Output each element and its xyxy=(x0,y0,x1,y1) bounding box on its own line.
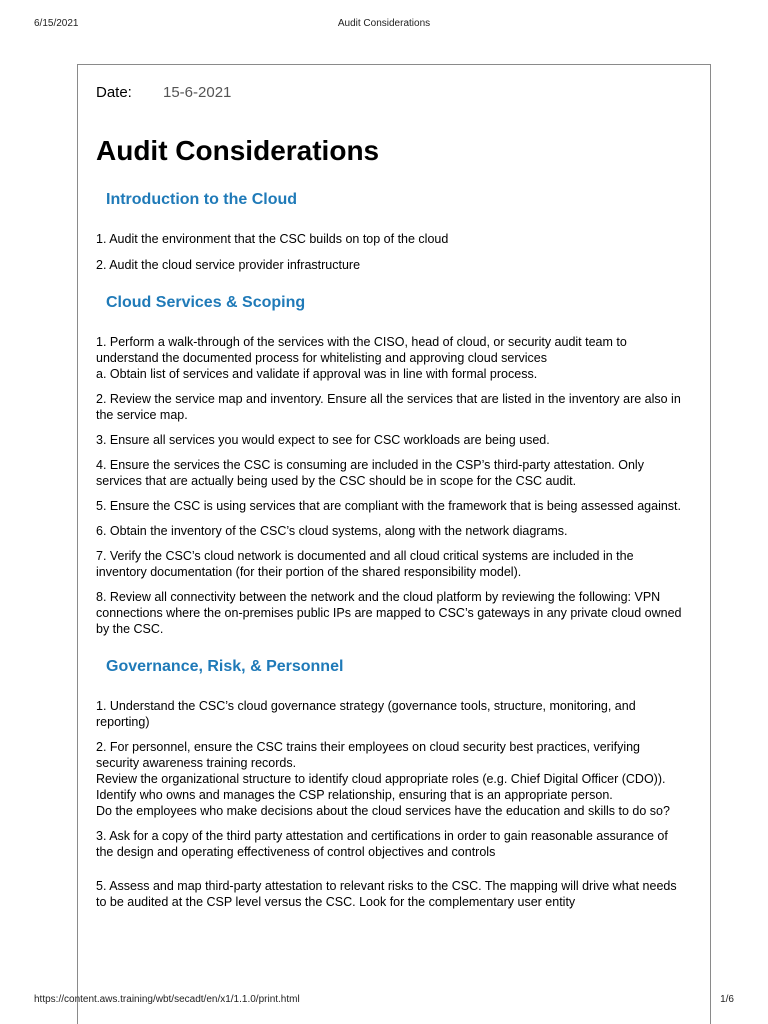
list-item: 5. Assess and map third-party attestation to relevant risks to the CSC. The mapping will drive what needs to be audited at the CSP level versus the CSC. Look for the complementary user entity xyxy=(96,879,677,909)
section-heading: Cloud Services & Scoping xyxy=(106,294,306,311)
list-item: 5. Ensure the CSC is using services that are compliant with the framework that is being assessed against. xyxy=(96,499,682,513)
list-item: 2. Review the service map and inventory. Ensure all the services that are listed in the inventory are also in the service map. xyxy=(96,392,681,422)
list-item: 8. Review all connectivity between the network and the cloud platform by reviewing the following: VPN connections where the on-premises public IPs are mapped to CSC’s gateways in any private cloud owned by the CSC. xyxy=(96,590,682,636)
print-title: Audit Considerations xyxy=(337,18,431,29)
list-item: 2. Audit the cloud service provider infrastructure xyxy=(96,258,361,272)
list-item: 2. For personnel, ensure the CSC trains their employees on cloud security best practices, verifying security awareness training records. Review the organizational structure to identify cloud appropriate roles (e.g. Chief Digital Officer (CDO)). Identify who owns and manages the CSP relationship, ensuring that is an appropriate person. Do the employees who make decisions about the cloud services have the education and skills to do so? xyxy=(96,740,670,818)
print-date: 6/15/2021 xyxy=(34,18,79,29)
list-item: 1. Audit the environment that the CSC builds on top of the cloud xyxy=(96,232,449,246)
document-content xyxy=(96,84,686,910)
list-item: 1. Perform a walk-through of the services with the CISO, head of cloud, or security audit team to understand the documented process for whitelisting and approving cloud services a. Obtain list of services and validate if approval was in line with formal process. xyxy=(96,335,627,381)
date-row xyxy=(96,84,686,106)
list-item: 1. Understand the CSC’s cloud governance strategy (governance tools, structure, monitoring, and reporting) xyxy=(96,699,636,729)
list-item: 6. Obtain the inventory of the CSC’s cloud systems, along with the network diagrams. xyxy=(96,524,568,538)
print-url: https://content.aws.training/wbt/secadt/en/x1/1.1.0/print.html xyxy=(34,994,300,1005)
date-label: Date: xyxy=(96,84,132,101)
list-item: 7. Verify the CSC’s cloud network is documented and all cloud critical systems are included in the inventory documentation (for their portion of the shared responsibility model). xyxy=(96,549,634,579)
page-title: Audit Considerations xyxy=(96,135,380,166)
page-number: 1/6 xyxy=(720,994,734,1005)
list-item: 3. Ask for a copy of the third party attestation and certifications in order to gain reasonable assurance of the design and operating effectiveness of control objectives and controls xyxy=(96,829,668,859)
date-value: 15-6-2021 xyxy=(163,84,232,101)
list-item: 4. Ensure the services the CSC is consuming are included in the CSP’s third-party attestation. Only services that are actually being used by the CSC should be in scope for the CSC audit. xyxy=(96,458,644,488)
list-item: 3. Ensure all services you would expect to see for CSC workloads are being used. xyxy=(96,433,550,447)
section-heading: Introduction to the Cloud xyxy=(106,191,298,208)
section-heading: Governance, Risk, & Personnel xyxy=(106,658,344,675)
